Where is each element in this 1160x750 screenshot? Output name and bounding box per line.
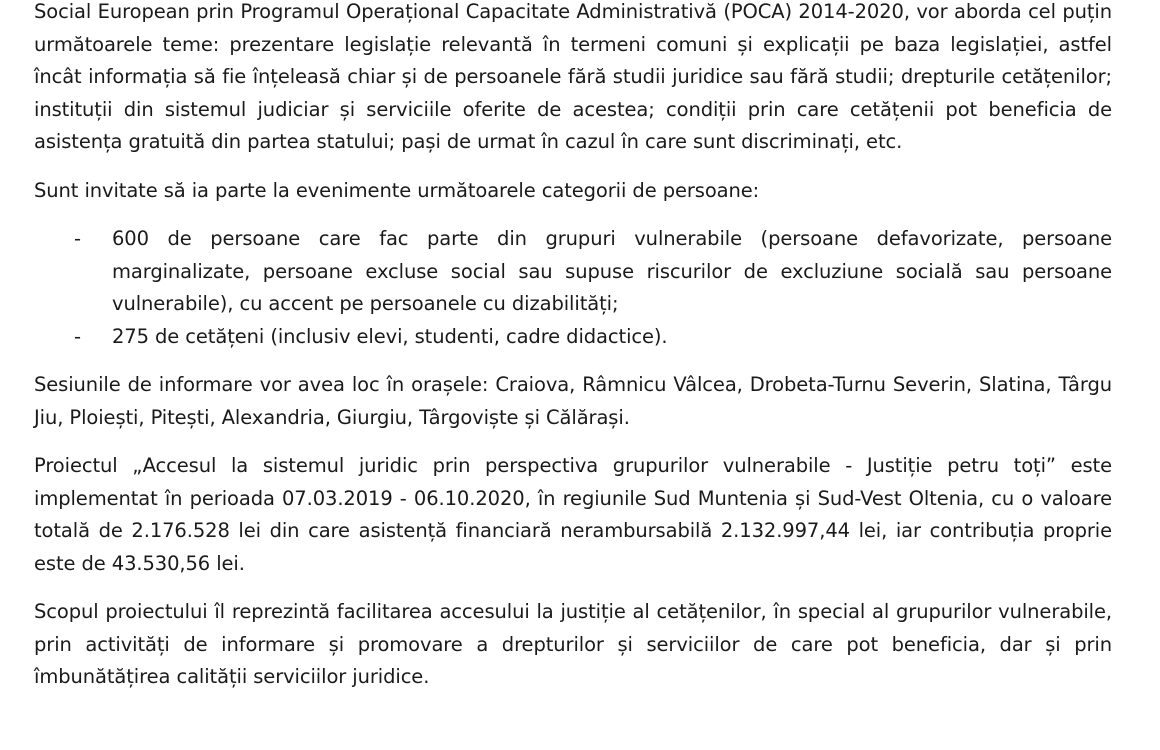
document-body <box>34 0 1112 694</box>
paragraph-topics: Social European prin Programul Operațional Capacitate Administrativă (POCA) 2014-2020, vor aborda cel puțin următoarele teme: prezentare legislație relevantă în termeni comuni și explicații pe baza legislației, astfel încât informația să fie înțeleasă chiar și de persoanele fără studii juridice sau fără studii; drepturile cetățenilor; instituții din sistemul judiciar și serviciile oferite de acestea; condiții prin care cetățenii pot beneficia de asistența gratuită din partea statului; pași de urmat în cazul în care sunt discriminați, etc. <box>34 0 1112 153</box>
categories-list <box>34 223 1112 353</box>
list-bullet: - <box>74 227 81 250</box>
paragraph-project-goal: Scopul proiectului îl reprezintă facilitarea accesului la justiție al cetățenilor, în special al grupurilor vulnerabile, prin activități de informare și promovare a drepturilor și serviciilor de care pot beneficia, dar și prin îmbunătățirea calității serviciilor juridice. <box>34 600 1112 688</box>
paragraph-invited-categories: Sunt invitate să ia parte la evenimente următoarele categorii de persoane: <box>34 178 760 202</box>
list-item <box>34 223 1112 321</box>
paragraph-project-details: Proiectul „Accesul la sistemul juridic prin perspectiva grupurilor vulnerabile - Justiție petru toți” este implementat în perioada 07.03.2019 - 06.10.2020, în regiunile Sud Muntenia și Sud-Vest Oltenia, cu o valoare totală de 2.176.528 lei din care asistență financiară nerambursabilă 2.132.997,44 lei, iar contribuția proprie este de 43.530,56 lei. <box>34 454 1112 575</box>
paragraph-cities: Sesiunile de informare vor avea loc în orașele: Craiova, Râmnicu Vâlcea, Drobeta-Turnu Severin, Slatina, Târgu Jiu, Ploiești, Pitești, Alexandria, Giurgiu, Târgoviște și Călărași. <box>34 373 1112 429</box>
list-item <box>34 321 1112 354</box>
list-item-text: 275 de cetățeni (inclusiv elevi, studenti, cadre didactice). <box>112 324 668 348</box>
list-item-text: 600 de persoane care fac parte din grupuri vulnerabile (persoane defavorizate, persoane marginalizate, persoane excluse social sau supuse riscurilor de excluziune socială sau persoane vulnerabile), cu accent pe persoanele cu dizabilități; <box>112 227 1112 315</box>
list-bullet: - <box>74 324 81 348</box>
